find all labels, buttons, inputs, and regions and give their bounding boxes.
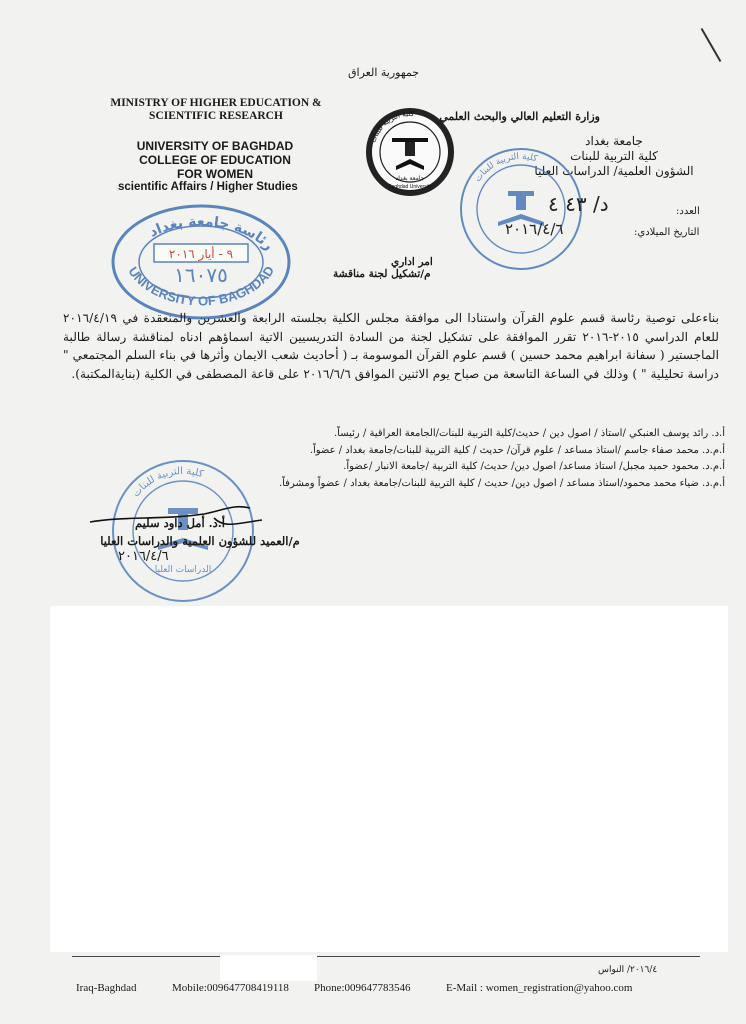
university-stamp-en: UNIVERSITY OF BAGHDAD: [125, 263, 278, 309]
number-label: العدد:: [676, 206, 700, 217]
date-label: التاريخ الميلادي:: [634, 227, 700, 238]
department-en: scientific Affairs / Higher Studies: [118, 181, 298, 193]
signer-name: أ.د. أمل داود سليم: [135, 516, 225, 530]
footer-divider: [72, 956, 700, 957]
member-row: أ.د. رائد يوسف العنبكي /استاذ / اصول دين / حديث/كلية التربية للبنات/الجامعة العراقية / رئيساً.: [333, 428, 725, 439]
footer-mobile: Mobile:009647708419118: [172, 982, 289, 994]
admin-order-title: امر اداري: [391, 256, 433, 268]
body-paragraph: بناءعلى توصية رئاسة قسم علوم القرآن واستنادا الى موافقة مجلس الكلية بجلسته الرابعة والعشرين والمنعقدة في ٢٠١٦/٤/١٩ للعام الدراسي ٢٠١٥-٢٠١٦ تقرر الموافقة على تشكيل لجنة من السادة التدريسيين الاتية اسماؤهم ادناه لمناقشة رسالة طالبة الماجستير ( سفانة ابراهيم محمد حسين ) قسم علوم القرآن الموسومة بـ ( أحاديث شعب الايمان وأثرها في بناء السلم المجتمعي " دراسة تحليلية " ) وذلك في الساعة التاسعة من صباح يوم الاثنين الموافق ٢٠١٦/٦/٦ على قاعة المصطفى في الكلية (بنايةالمكتبة).: [63, 311, 719, 381]
redacted-footer-area: [220, 955, 317, 981]
stamp-top-arc: كلية التربية للبنات: [473, 151, 539, 184]
footer-note-ar: ٢٠١٦/٤/ النواس: [598, 965, 658, 975]
reference-date: ٢٠١٦/٤/٦: [505, 220, 564, 238]
footer-phone: Phone:009647783546: [314, 982, 411, 994]
signature-date: ٢٠١٦/٤/٦: [118, 549, 169, 564]
member-row: أ.م.د. محمود حميد مجبل/ استاذ مساعد/ اصول دين/ حديث/ كلية التربية /جامعة الانبار /عضواً.: [343, 461, 725, 472]
university-stamp: [106, 202, 296, 322]
college-logo: [358, 104, 462, 198]
university-line2: COLLEGE OF EDUCATION: [139, 153, 291, 167]
university-stamp-ar: رئاسة جامعة بغداد: [146, 213, 277, 254]
pen-mark: [701, 28, 722, 62]
stamp-bottom-inner: الدراسات العليا: [154, 565, 212, 575]
signer-title: م/العميد للشؤون العلمية والدراسات العليا: [100, 534, 300, 548]
footer-city: Iraq-Baghdad: [76, 982, 137, 994]
member-row: أ.م.د. ضياء محمد محمود/استاذ مساعد / اصول دين/ حديث / كلية التربية للبنات/جامعة بغداد / عضواً ومشرفاً.: [278, 477, 725, 489]
republic-ar: جمهورية العراق: [348, 66, 420, 79]
department-ar: الشؤون العلمية/ الدراسات العليا: [534, 164, 694, 178]
redacted-area: [50, 606, 728, 952]
logo-arc-ar: كلية التربية للبنات: [369, 109, 415, 144]
university-stamp-date: ٩ - أيار ٢٠١٦: [168, 247, 234, 261]
university-line1: UNIVERSITY OF BAGHDAD: [136, 139, 294, 153]
university-stamp-number: ١٦٠٧٥: [174, 263, 228, 287]
university-name-ar: جامعة بغداد: [585, 134, 643, 148]
subject-line: م/تشكيل لجنة مناقشة: [333, 268, 431, 280]
logo-bottom-ar: جامعة بغداد: [395, 175, 425, 182]
member-row: أ.م.د. محمد صفاء جاسم /استاذ مساعد / علوم قرآن/ حديث / كلية التربية للبنات/جامعة بغداد / عضواً.: [309, 444, 725, 456]
university-line3: FOR WOMEN: [177, 167, 253, 181]
logo-bottom-en: Baghdad University: [388, 184, 432, 190]
ministry-ar: وزارة التعليم العالي والبحث العلمي: [439, 110, 600, 123]
ministry-title-en: MINISTRY OF HIGHER EDUCATION & SCIENTIFIC RESEARCH: [110, 97, 322, 122]
college-name-ar: كلية التربية للبنات: [570, 149, 658, 163]
reference-number: د/ ٤٣ ٤: [548, 192, 609, 216]
footer-email: E-Mail : women_registration@yahoo.com: [446, 982, 633, 994]
university-title-en: [120, 139, 310, 181]
stamp-bottom-arc: كلية التربية للبنات: [130, 465, 205, 500]
